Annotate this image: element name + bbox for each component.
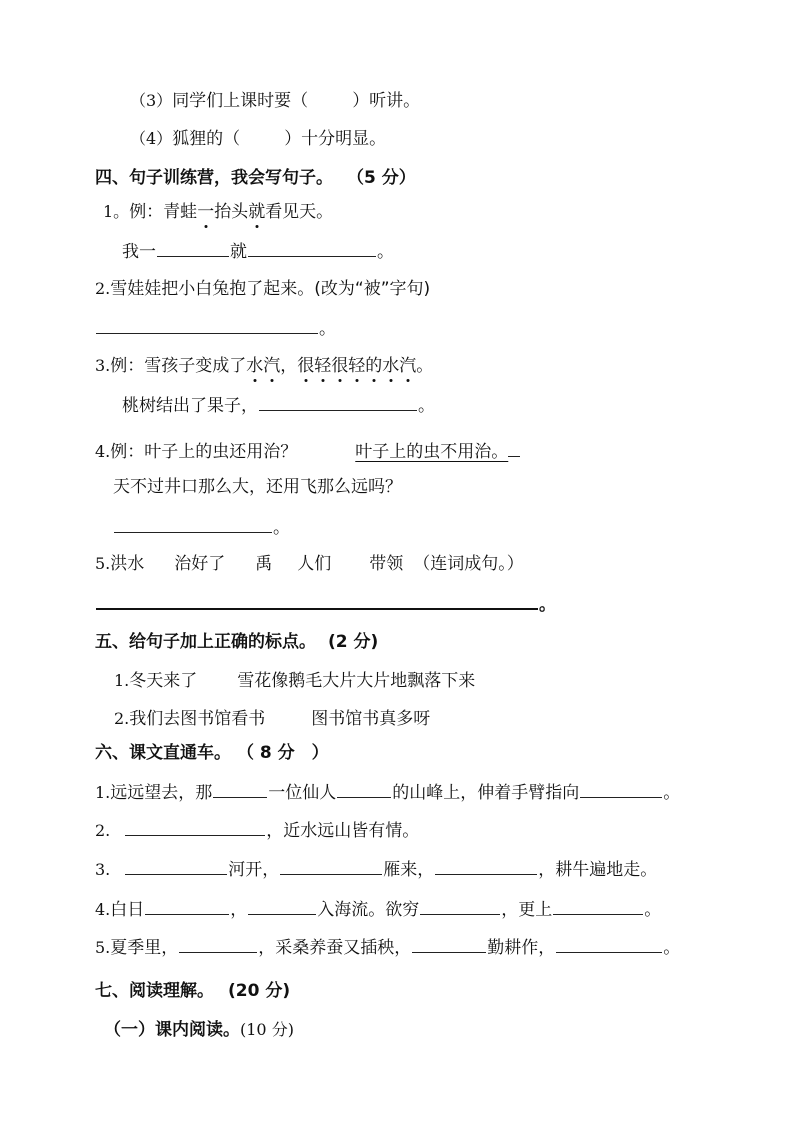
question-3-3: [130, 90, 420, 112]
period: 。: [273, 518, 290, 538]
sentence-part: 我们去图书馆看书: [129, 709, 266, 729]
word: 洪水: [110, 554, 145, 574]
text-part: 的山峰上，伸着手臂指向: [392, 783, 580, 803]
subsection-title: （一）课内阅读。: [104, 1020, 240, 1040]
section-6-heading: [95, 742, 329, 764]
text-part: 勤耕作，: [487, 938, 556, 958]
item-number: 4.: [95, 900, 111, 919]
answer-blank[interactable]: [213, 781, 267, 798]
item-number: 2.: [95, 821, 111, 840]
item-number: 3.: [95, 860, 111, 879]
section-points: (2 分): [328, 632, 379, 652]
question-3-4: [130, 128, 386, 150]
item-number: 4.: [95, 442, 111, 461]
question-4-5: [95, 553, 524, 575]
example-text: 例：青蛙: [129, 202, 198, 222]
word: 带领: [369, 554, 404, 574]
example-text: 例：叶子上的虫还用治？: [110, 442, 298, 462]
word: 禹: [255, 554, 273, 574]
answer-blank[interactable]: [96, 592, 538, 610]
question-4-2: [95, 278, 430, 300]
period: 。: [377, 242, 394, 262]
question-6-5: [95, 936, 680, 959]
answer-blank[interactable]: [556, 936, 662, 953]
emphasis-char: 一: [197, 202, 215, 222]
question-5-1: [114, 670, 475, 692]
question-4-3: [95, 355, 433, 377]
text-part: 。: [663, 783, 681, 803]
answer-blank[interactable]: [179, 936, 257, 953]
question-6-4: [95, 898, 661, 921]
example-text: 。: [416, 356, 434, 376]
sentence-part: 雪花像鹅毛大片大片地飘落下来: [237, 671, 476, 691]
section-4-heading: [95, 167, 416, 189]
answer-blank[interactable]: [248, 898, 316, 915]
question-text: 雪娃娃把小白兔抱了起来。(改为“被”字句): [110, 279, 431, 299]
item-number: 1.: [95, 783, 111, 802]
period: 。: [539, 595, 556, 615]
example-text: ，: [280, 356, 298, 376]
question-5-2: [114, 708, 430, 730]
section-title: 五、给句子加上正确的标点。: [95, 632, 316, 652]
prompt-text: 桃树结出了果子，: [122, 396, 258, 416]
word: 人们: [297, 554, 332, 574]
text-part: ，近水远山皆有情。: [266, 821, 420, 841]
text-part: ，耕牛遍地走。: [538, 860, 658, 880]
answer-blank[interactable]: [259, 394, 417, 411]
item-text-after: ）听讲。: [352, 91, 421, 111]
text-part: 雁来，: [383, 860, 435, 880]
answer-blank[interactable]: [248, 240, 376, 257]
prompt-text: 就: [230, 242, 247, 262]
text-part: ，采桑养蚕又插秧，: [258, 938, 412, 958]
question-4-4-answer: [113, 516, 290, 539]
answer-blank[interactable]: [145, 898, 229, 915]
prompt-text: 我一: [122, 242, 156, 262]
item-number: 2.: [95, 279, 111, 298]
question-4-1: [103, 201, 333, 223]
answer-blank[interactable]: [553, 898, 643, 915]
instruction-text: （连词成句。）: [413, 554, 524, 574]
item-number: 1.: [114, 671, 130, 690]
answer-blank[interactable]: [435, 858, 537, 875]
emphasis-char: 就: [248, 202, 266, 222]
example-text: 抬头: [214, 202, 249, 222]
item-number: 5.: [95, 554, 111, 573]
item-number: 2.: [114, 709, 130, 728]
answer-blank[interactable]: [125, 858, 227, 875]
word: 治好了: [174, 554, 226, 574]
text-part: 。: [663, 938, 681, 958]
sentence-part: 冬天来了: [129, 671, 198, 691]
section-title: 七、阅读理解。: [95, 981, 214, 1001]
question-6-1: [95, 781, 680, 804]
item-number: 3.: [95, 356, 111, 375]
question-4-2-answer: [95, 317, 336, 340]
question-6-2: [95, 819, 419, 842]
sentence-part: 图书馆书真多呀: [311, 709, 431, 729]
answer-blank[interactable]: [420, 898, 500, 915]
emphasis-text: 水汽: [246, 356, 281, 376]
answer-blank[interactable]: [125, 819, 265, 836]
item-text-before: 同学们上课时要（: [172, 91, 309, 111]
question-4-4: [95, 438, 520, 463]
text-part: 远远望去，那: [110, 783, 213, 803]
answer-blank[interactable]: [280, 858, 382, 875]
item-text-after: ）十分明显。: [284, 129, 387, 149]
period: 。: [319, 319, 336, 339]
section-title: 六、课文直通车。: [95, 743, 231, 763]
text-part: 河开，: [228, 860, 280, 880]
question-4-3-answer: [122, 394, 435, 417]
text-part: ，: [230, 900, 248, 920]
example-text: 例：雪孩子变成了: [110, 356, 247, 376]
emphasis-text: 很轻很轻的水汽: [297, 356, 417, 376]
question-6-3: [95, 858, 657, 881]
example-answer: 叶子上的虫不用治。: [355, 442, 509, 462]
item-text-before: 狐狸的（: [172, 129, 241, 149]
item-number: （4）: [130, 129, 173, 148]
prompt-text: 天不过井口那么大，还用飞那么远吗？: [113, 477, 402, 497]
section-points: (20 分): [228, 981, 291, 1001]
section-5-heading: [95, 631, 378, 653]
question-4-5-answer: [95, 592, 556, 616]
text-part: 白日: [110, 900, 145, 920]
text-part: 。: [644, 900, 662, 920]
item-number: （3）: [130, 91, 173, 110]
text-part: 夏季里，: [110, 938, 179, 958]
item-number: 5.: [95, 938, 111, 957]
text-part: 一位仙人: [268, 783, 337, 803]
example-text: 看见天。: [265, 202, 334, 222]
answer-blank[interactable]: [157, 240, 229, 257]
text-part: ，更上: [501, 900, 553, 920]
subsection-points: (10 分): [240, 1020, 294, 1039]
item-number: 1。: [103, 202, 130, 221]
question-4-1-answer: [122, 240, 394, 263]
section-7-subheading: [104, 1019, 294, 1041]
answer-blank[interactable]: [114, 516, 272, 533]
section-points: （5 分）: [347, 168, 416, 188]
period: 。: [418, 396, 435, 416]
answer-blank[interactable]: [412, 936, 486, 953]
section-title: 四、句子训练营，我会写句子。: [95, 168, 333, 188]
text-part: 入海流。欲穷: [317, 900, 420, 920]
answer-blank[interactable]: [96, 317, 318, 334]
section-7-heading: [95, 980, 290, 1002]
answer-blank[interactable]: [337, 781, 391, 798]
question-4-4-prompt: [113, 476, 402, 498]
section-points: （ 8 分 ）: [237, 743, 329, 763]
answer-blank[interactable]: [580, 781, 662, 798]
